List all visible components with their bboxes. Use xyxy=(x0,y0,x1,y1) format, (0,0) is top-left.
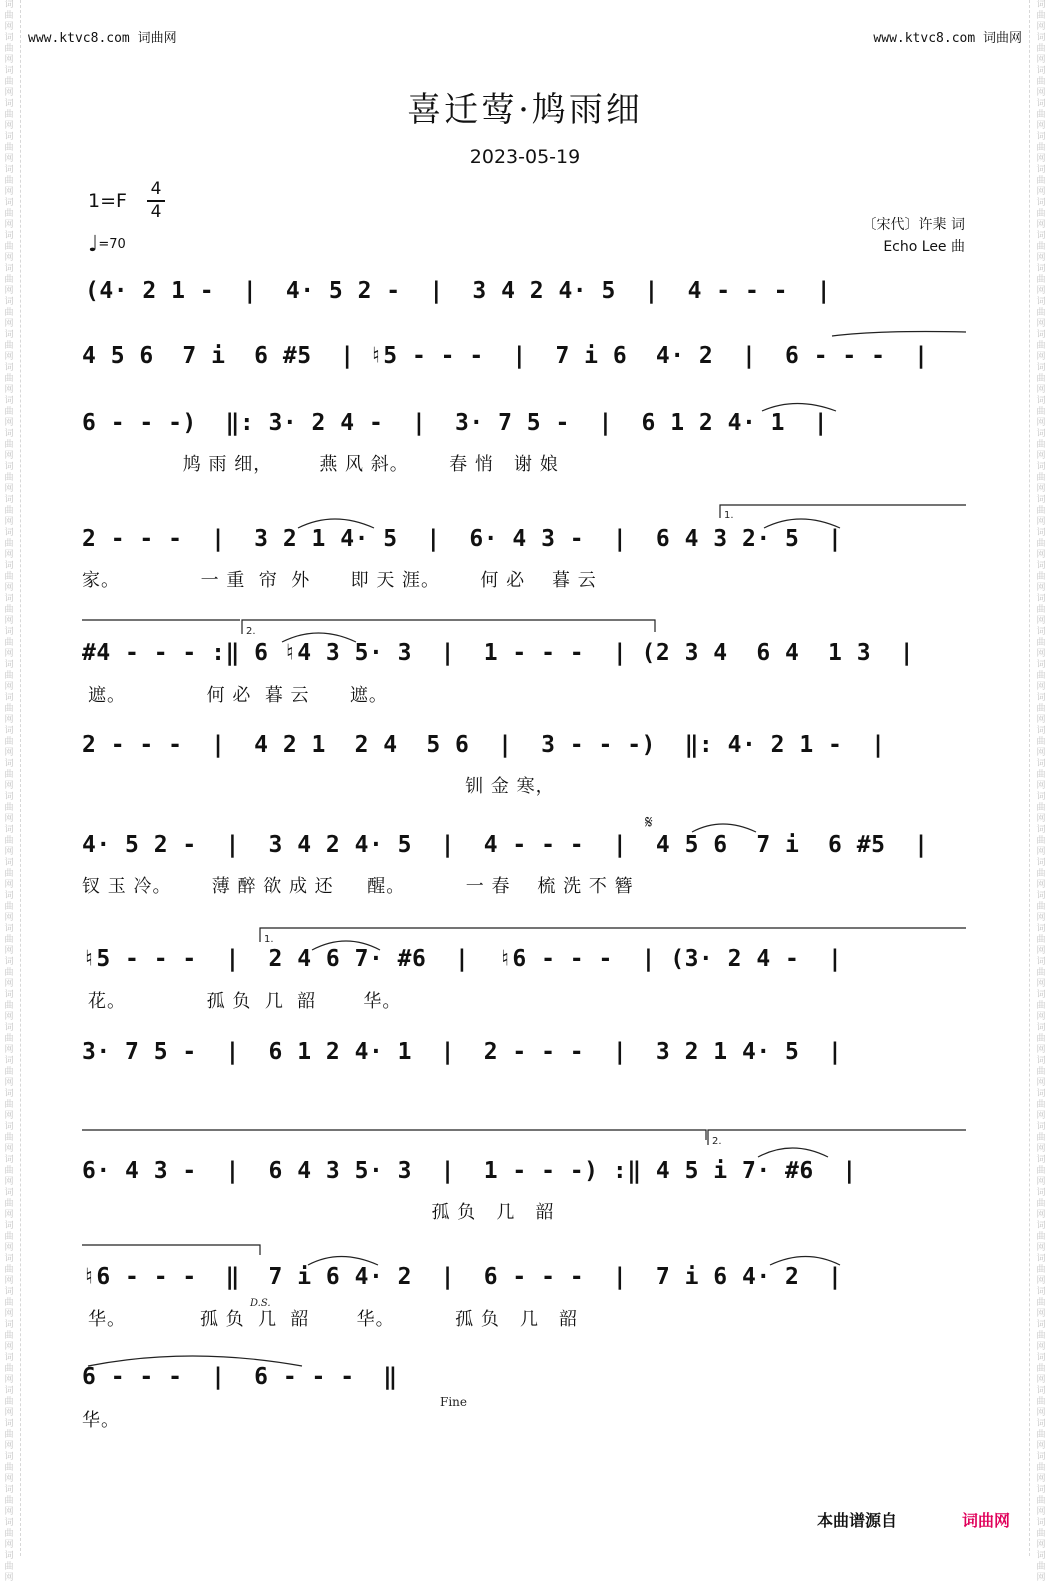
slur xyxy=(770,1257,840,1266)
slur xyxy=(308,1257,378,1266)
tempo-value: =70 xyxy=(98,237,126,252)
notes-line: 3· 7 5 - | 6 1 2 4· 1 | 2 - - - | 3 2 1 4· 5 | xyxy=(82,1039,843,1065)
volta-1-bracket-b xyxy=(260,928,966,942)
volta-2-bracket xyxy=(242,620,655,634)
lyrics-line: 花。 孤 负 几 韶 华。 xyxy=(88,991,402,1012)
volta-1-label-b: 1. xyxy=(264,934,274,945)
right-watermark: 词曲网词曲网词曲网词曲网词曲网词曲网词曲网词曲网词曲网词曲网词曲网词曲网词曲网词曲网词曲网词曲网词曲网词曲网词曲网词曲网词曲网词曲网词曲网词曲网词曲网词曲网词曲网词曲网词曲网词曲网词曲网词曲网词曲网词曲网词曲网词曲网词曲网词曲网词曲网词曲网词曲网词曲网词曲网词曲网词曲网词曲网词曲网词曲网 xyxy=(1036,0,1046,1583)
slur xyxy=(832,332,966,337)
ds-bracket xyxy=(82,1245,260,1255)
lyrics-line: 鸠 雨 细， 燕 风 斜。 春 悄 谢 娘 xyxy=(82,454,559,475)
slur xyxy=(762,404,836,412)
slur xyxy=(282,633,356,642)
segno-icon: 𝄋 xyxy=(645,812,653,833)
volta-2-label-b: 2. xyxy=(712,1136,722,1147)
tie-slur xyxy=(88,1356,302,1366)
notes-line: 2 - - - | 4 2 1 2 4 5 6 | 3 - - -) ‖: 4· 2 1 - | xyxy=(82,732,886,758)
quarter-note-icon: ♩ xyxy=(88,232,99,257)
top-right-watermark: www.ktvc8.com 词曲网 xyxy=(873,31,1022,46)
notes-line: 6 - - -) ‖: 3· 2 4 - | 3· 7 5 - | 6 1 2 4· 1 | xyxy=(82,410,829,436)
slur xyxy=(692,824,756,832)
lyrics-line: 孤 负 几 韶 xyxy=(82,1202,555,1223)
volta-1-continuation-b xyxy=(82,1130,706,1140)
lyrics-line: 华。 孤 负 几 韶 华。 孤 负 几 韶 xyxy=(88,1309,579,1330)
song-title: 喜迁莺·鸠雨细 xyxy=(407,90,643,130)
notes-line: ♮5 - - - | 2 4 6 7· #6 | ♮6 - - - | (3· 2 4 - | xyxy=(82,946,843,972)
lyrics-line: 遮。 何 必 暮 云 遮。 xyxy=(88,685,388,706)
key-signature: 1=F xyxy=(88,190,127,212)
song-date: 2023-05-19 xyxy=(469,146,581,168)
top-left-watermark: www.ktvc8.com 词曲网 xyxy=(28,31,177,46)
volta-2-label: 2. xyxy=(246,626,256,637)
time-signature-top: 4 xyxy=(150,179,162,199)
slur xyxy=(758,1148,828,1157)
volta-1-label: 1. xyxy=(724,510,734,521)
notes-line: #4 - - - :‖ 6 ♮4 3 5· 3 | 1 - - - | (2 3 4 6 4 1 3 | xyxy=(82,640,915,666)
notes-line: 4 5 6 7 i 6 #5 | ♮5 - - - | 7 i 6 4· 2 | 6 - - - | xyxy=(82,343,929,369)
volta-2-bracket-b xyxy=(708,1130,966,1145)
composer-credit: Echo Lee 曲 xyxy=(883,239,965,255)
lyrics-line: 华。 xyxy=(82,1410,120,1431)
footer-brand-link[interactable]: 词曲网 xyxy=(962,1511,1011,1530)
lyrics-line: 家。 一 重 帘 外 即 天 涯。 何 必 暮 云 xyxy=(82,570,597,591)
slur xyxy=(312,941,380,950)
lyrics-line: 钗 玉 冷。 薄 醉 欲 成 还 醒。 一 春 梳 洗 不 簪 xyxy=(82,876,634,897)
notes-line: 2 - - - | 3 2 1 4· 5 | 6· 4 3 - | 6 4 3 2· 5 | xyxy=(82,526,843,552)
notes-line: (4· 2 1 - | 4· 5 2 - | 3 4 2 4· 5 | 4 - - - | xyxy=(85,278,832,304)
notes-line: 4· 5 2 - | 3 4 2 4· 5 | 4 - - - | 4 5 6 7 i 6 #5 | xyxy=(82,832,929,858)
lyricist-credit: 〔宋代〕许棐 词 xyxy=(862,217,965,233)
slur xyxy=(298,519,374,528)
time-signature-bottom: 4 xyxy=(150,202,162,222)
slur xyxy=(764,519,840,528)
notes-line: ♮6 - - - ‖ 7 i 6 4· 2 | 6 - - - | 7 i 6 4· 2 | xyxy=(82,1264,843,1290)
volta-1-bracket xyxy=(720,505,966,518)
ds-mark: D.S. xyxy=(250,1298,271,1309)
notes-line: 6 - - - | 6 - - - ‖ xyxy=(82,1364,398,1390)
fine-mark: Fine xyxy=(440,1395,467,1409)
lyrics-line: 钏 金 寒， xyxy=(82,776,555,797)
notes-line: 6· 4 3 - | 6 4 3 5· 3 | 1 - - -) :‖ 4 5 i 7· #6 | xyxy=(82,1158,857,1184)
footer-source-label: 本曲谱源自 xyxy=(817,1511,898,1530)
left-watermark: 词曲网词曲网词曲网词曲网词曲网词曲网词曲网词曲网词曲网词曲网词曲网词曲网词曲网词曲网词曲网词曲网词曲网词曲网词曲网词曲网词曲网词曲网词曲网词曲网词曲网词曲网词曲网词曲网词曲网词曲网词曲网词曲网词曲网词曲网词曲网词曲网词曲网词曲网词曲网词曲网词曲网词曲网词曲网词曲网词曲网词曲网词曲网词曲网 xyxy=(4,0,14,1583)
